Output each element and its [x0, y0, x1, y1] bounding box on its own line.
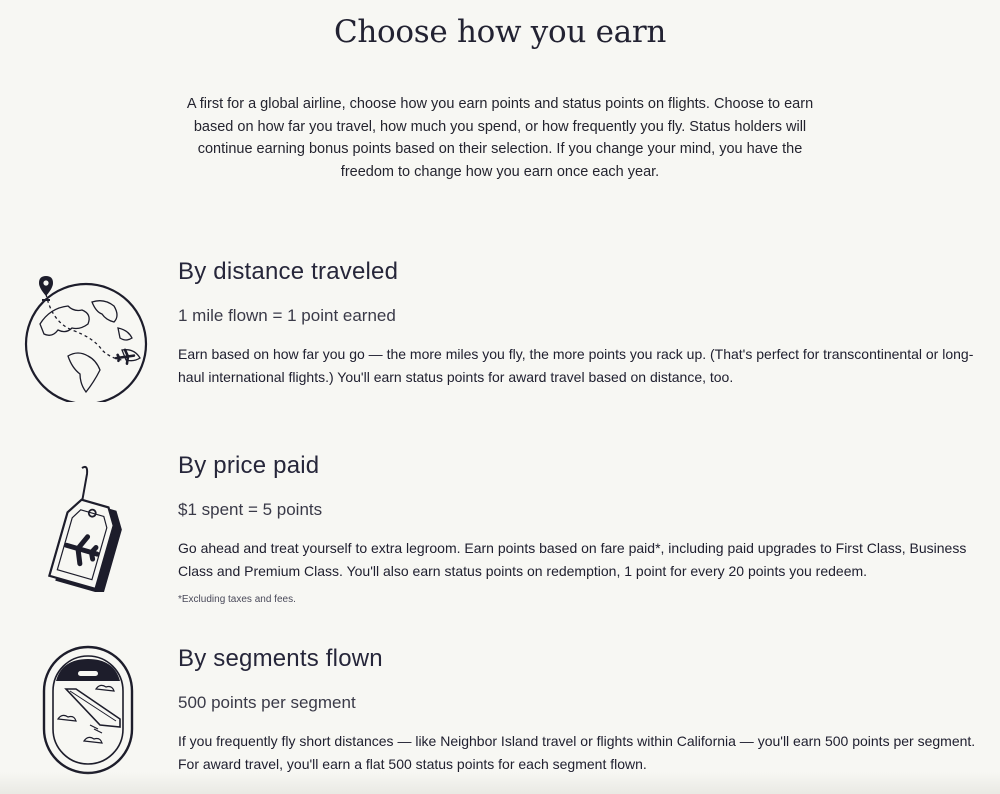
option-title: By distance traveled: [178, 258, 399, 285]
option-distance: [0, 258, 1000, 408]
price-tag-plane-icon: [24, 462, 134, 597]
option-price: [0, 452, 1000, 612]
option-description: Go ahead and treat yourself to extra legroom. Earn points based on fare paid*, including paid upgrades to First Class, Business Class and Premium Class. You'll also earn status points on redemption, 1 point for every 20 points you redeem.: [178, 540, 967, 579]
option-rate: 1 mile flown = 1 point earned: [178, 306, 396, 325]
option-rate: 500 points per segment: [178, 693, 356, 712]
option-footnote: *Excluding taxes and fees.: [178, 594, 296, 605]
option-description: If you frequently fly short distances — like Neighbor Island travel or flights within California — you'll earn 500 points per segment. For award travel, you'll earn a flat 500 status points for each segment flown.: [178, 733, 976, 772]
airplane-window-icon: [40, 645, 140, 782]
intro-text: A first for a global airline, choose how you earn points and status points on flights. Choose to earn based on how far you travel, how much you spend, or how frequently you fly. Status holders will continue earning bonus points based on their selection. If you change your mind, you have the freedom to change how you earn once each year.: [186, 96, 814, 180]
option-description: Earn based on how far you go — the more miles you fly, the more points you rack up. (That's perfect for transcontinental or long-haul international flights.) You'll earn status points for award travel based on distance, too.: [178, 346, 974, 385]
option-rate: $1 spent = 5 points: [178, 500, 323, 519]
page-title: Choose how you earn: [333, 14, 667, 50]
bottom-fade: [0, 772, 1000, 794]
globe-flight-path-icon: [22, 272, 154, 407]
option-title: By price paid: [178, 452, 320, 479]
option-title: By segments flown: [178, 645, 383, 672]
